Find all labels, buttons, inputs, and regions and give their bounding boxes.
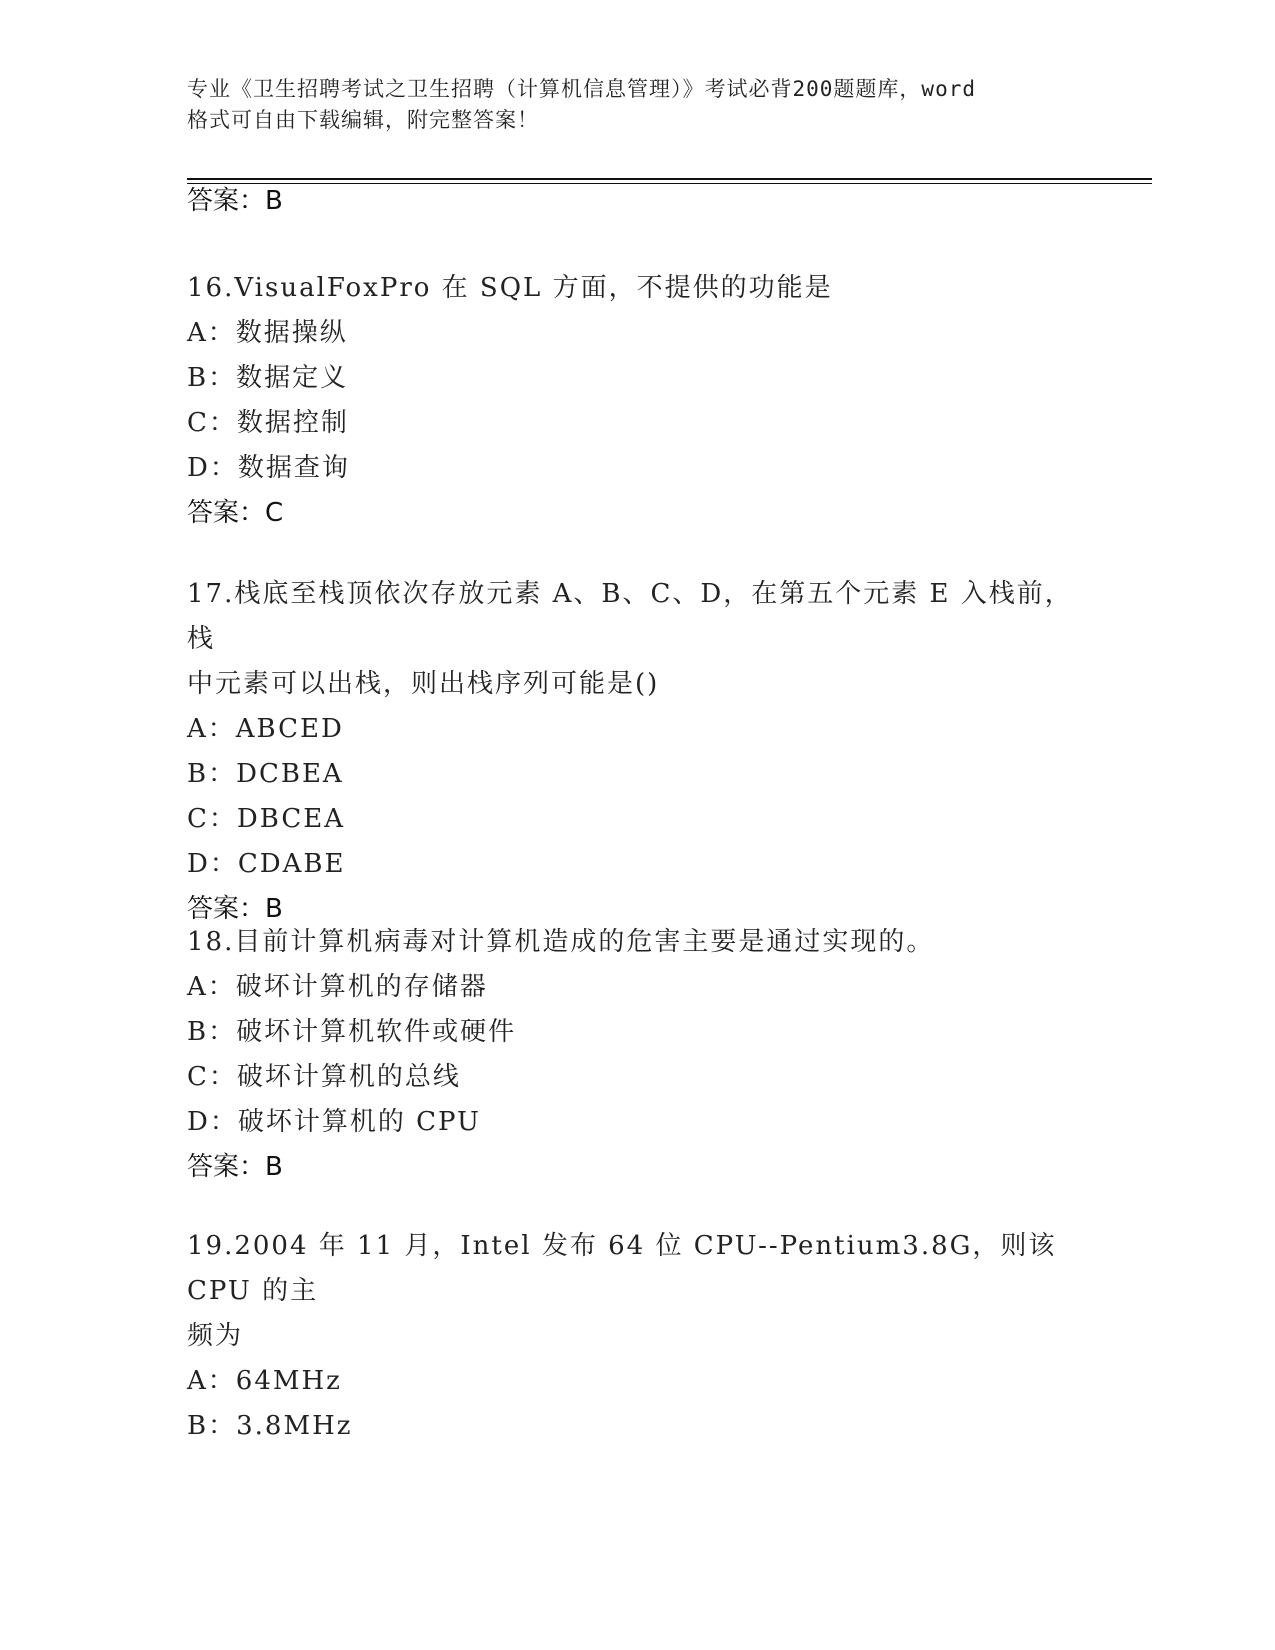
option-d: D：CDABE bbox=[187, 849, 346, 879]
option-c: C：数据控制 bbox=[187, 408, 349, 438]
question-17 bbox=[187, 572, 1087, 932]
option-b: B：破坏计算机软件或硬件 bbox=[187, 1017, 517, 1047]
question-stem: 16.VisualFoxPro 在 SQL 方面，不提供的功能是 bbox=[187, 273, 833, 303]
previous-answer: 答案：B bbox=[187, 186, 283, 216]
header-line-2: 格式可自由下载编辑，附完整答案！ bbox=[187, 108, 539, 132]
header-divider bbox=[187, 178, 1152, 184]
option-a: A：破坏计算机的存储器 bbox=[187, 972, 488, 1002]
option-b: B：3.8MHz bbox=[187, 1411, 353, 1441]
option-a: A：64MHz bbox=[187, 1366, 342, 1396]
question-16 bbox=[187, 266, 1087, 536]
question-answer: 答案：C bbox=[187, 498, 284, 528]
option-c: C：DBCEA bbox=[187, 804, 345, 834]
question-stem-line-2: 中元素可以出栈，则出栈序列可能是() bbox=[187, 669, 660, 699]
option-a: A：数据操纵 bbox=[187, 318, 348, 348]
question-answer: 答案：B bbox=[187, 894, 283, 924]
question-stem-line-2: 频为 bbox=[187, 1321, 244, 1351]
option-c: C：破坏计算机的总线 bbox=[187, 1062, 461, 1092]
option-d: D：破坏计算机的 CPU bbox=[187, 1107, 481, 1137]
question-19 bbox=[187, 1224, 1087, 1449]
question-stem: 18.目前计算机病毒对计算机造成的危害主要是通过实现的。 bbox=[187, 927, 935, 957]
option-d: D：数据查询 bbox=[187, 453, 350, 483]
question-answer: 答案：B bbox=[187, 1152, 283, 1182]
header-line-1: 专业《卫生招聘考试之卫生招聘（计算机信息管理）》考试必背200题题库，word bbox=[187, 77, 976, 101]
option-a: A：ABCED bbox=[187, 714, 344, 744]
question-18 bbox=[187, 920, 1087, 1190]
option-b: B：数据定义 bbox=[187, 363, 349, 393]
question-stem-line-1: 19.2004 年 11 月，Intel 发布 64 位 CPU--Pentium3.8G，则该 CPU 的主 bbox=[187, 1231, 1057, 1306]
option-b: B：DCBEA bbox=[187, 759, 344, 789]
document-header bbox=[187, 74, 1127, 136]
question-stem-line-1: 17.栈底至栈顶依次存放元素 A、B、C、D，在第五个元素 E 入栈前，栈 bbox=[187, 579, 1073, 654]
